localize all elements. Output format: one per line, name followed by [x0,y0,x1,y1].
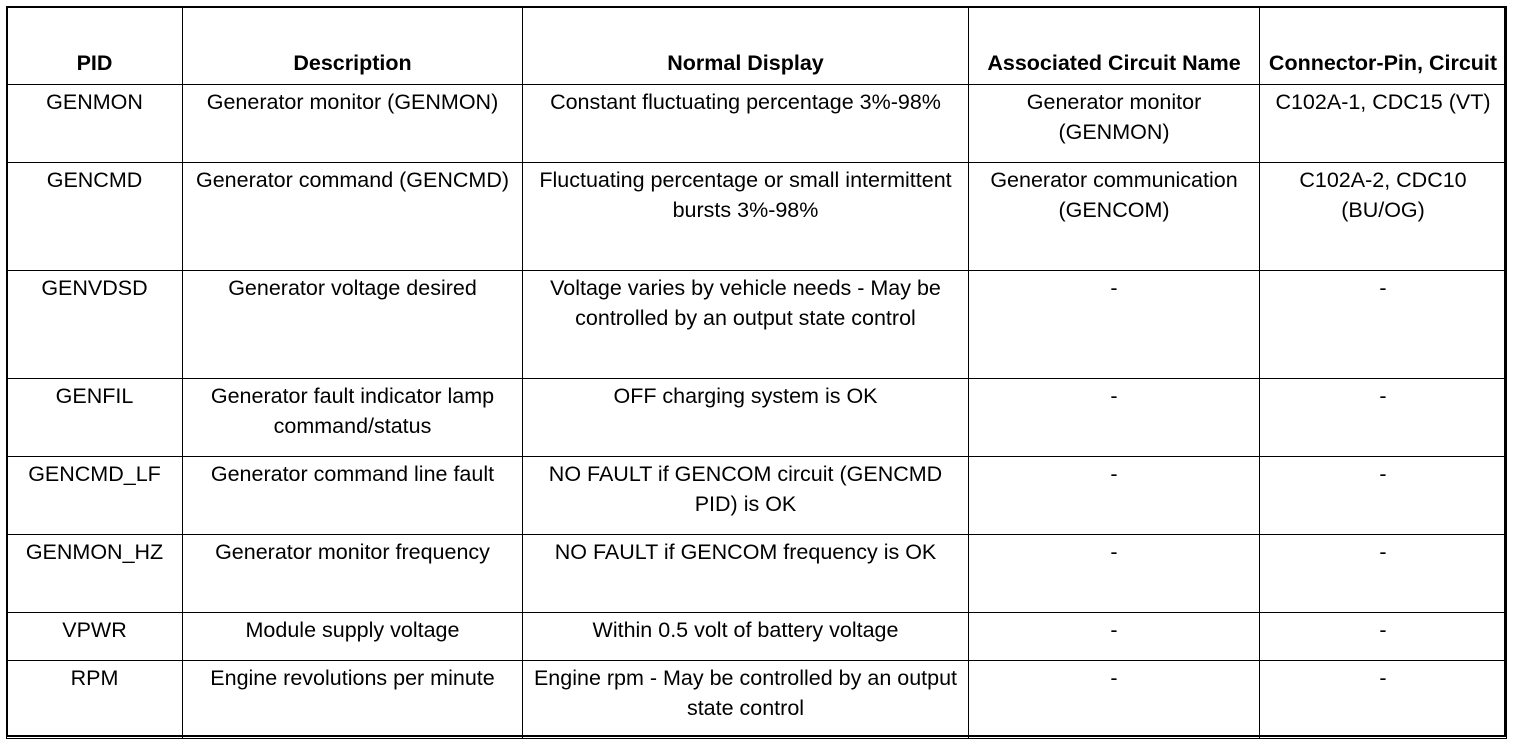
cell-connector-pin: C102A-2, CDC10 (BU/OG) [1260,163,1507,271]
cell-pid: RPM [7,661,183,739]
cell-pid: GENMON [7,85,183,163]
cell-circuit-name: - [969,535,1260,613]
cell-normal-display: Fluctuating percentage or small intermittent bursts 3%-98% [523,163,969,271]
cell-normal-display: NO FAULT if GENCOM circuit (GENCMD PID) is OK [523,457,969,535]
header-pid: PID [7,7,183,85]
cell-circuit-name: - [969,271,1260,379]
header-connector-pin: Connector-Pin, Circuit [1260,7,1507,85]
cell-description: Generator monitor (GENMON) [183,85,523,163]
cell-description: Engine revolutions per minute [183,661,523,739]
header-normal-display: Normal Display [523,7,969,85]
cell-description: Generator voltage desired [183,271,523,379]
cell-connector-pin: - [1260,613,1507,661]
cell-description: Generator command line fault [183,457,523,535]
cell-normal-display: Within 0.5 volt of battery voltage [523,613,969,661]
cell-description: Generator command (GENCMD) [183,163,523,271]
cell-description: Generator fault indicator lamp command/status [183,379,523,457]
cell-normal-display: Engine rpm - May be controlled by an output state control [523,661,969,739]
cell-connector-pin: - [1260,535,1507,613]
cell-circuit-name: - [969,379,1260,457]
cell-connector-pin: - [1260,379,1507,457]
cell-circuit-name: - [969,613,1260,661]
table-outer-border [6,6,1506,737]
cell-pid: GENCMD [7,163,183,271]
header-description: Description [183,7,523,85]
cell-connector-pin: - [1260,271,1507,379]
cell-circuit-name: Generator monitor (GENMON) [969,85,1260,163]
cell-description: Generator monitor frequency [183,535,523,613]
cell-pid: GENFIL [7,379,183,457]
cell-normal-display: Constant fluctuating percentage 3%-98% [523,85,969,163]
cell-pid: VPWR [7,613,183,661]
cell-normal-display: OFF charging system is OK [523,379,969,457]
cell-pid: GENCMD_LF [7,457,183,535]
cell-circuit-name: - [969,457,1260,535]
cell-connector-pin: - [1260,661,1507,739]
cell-circuit-name: Generator communication (GENCOM) [969,163,1260,271]
cell-connector-pin: C102A-1, CDC15 (VT) [1260,85,1507,163]
cell-description: Module supply voltage [183,613,523,661]
cell-normal-display: NO FAULT if GENCOM frequency is OK [523,535,969,613]
cell-pid: GENMON_HZ [7,535,183,613]
cell-connector-pin: - [1260,457,1507,535]
header-circuit-name: Associated Circuit Name [969,7,1260,85]
cell-normal-display: Voltage varies by vehicle needs - May be controlled by an output state control [523,271,969,379]
cell-pid: GENVDSD [7,271,183,379]
cell-circuit-name: - [969,661,1260,739]
